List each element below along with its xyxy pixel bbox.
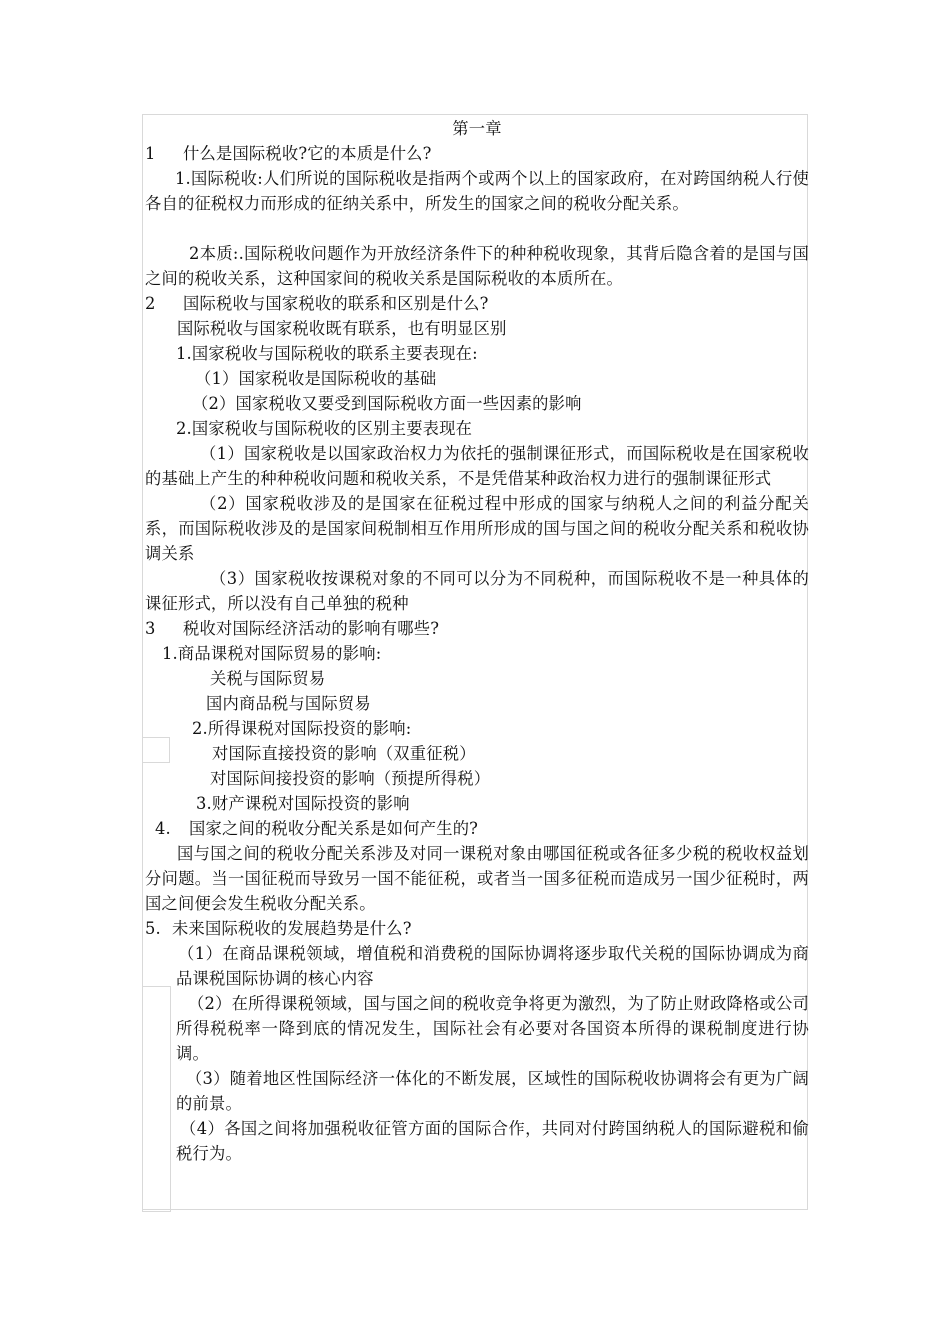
answer-paragraph: （2）国家税收涉及的是国家在征税过程中形成的国家与纳税人之间的利益分配关系，而国际税收涉及的是国家间税制相互作用所形成的国与国之间的税收分配关系和税收协调关系: [145, 494, 809, 563]
answer-line: 2.所得课税对国际投资的影响:: [192, 719, 412, 738]
answer-line: 对国际间接投资的影响（预提所得税）: [210, 769, 491, 788]
question-number: 1: [145, 144, 156, 163]
answer-line: 2.国家税收与国际税收的区别主要表现在: [176, 419, 473, 438]
trend-item: （2）在所得课税领域，国与国之间的税收竞争将更为激烈，为了防止财政降格或公司所得税税率一降到底的情况发生，国际社会有必要对各国资本所得的课税制度进行协调。: [176, 994, 809, 1063]
blank-line: [145, 216, 809, 241]
document-body: [145, 116, 809, 1166]
chapter-title: 第一章: [452, 119, 502, 138]
trend-list: [145, 941, 809, 1166]
question-3: [145, 616, 809, 641]
answer-line: 关税与国际贸易: [210, 669, 326, 688]
answer-line: （2）国家税收又要受到国际税收方面一些因素的影响: [192, 394, 582, 413]
answer-paragraph: 国与国之间的税收分配关系涉及对同一课税对象由哪国征税或各征多少税的税收权益划分问题。当一国征税而导致另一国不能征税，或者当一国多征税而造成另一国少征税时，两国之间便会发生税收分配关系。: [145, 844, 809, 913]
trend-item: （3）随着地区性国际经济一体化的不断发展，区域性的国际税收协调将会有更为广阔的前景。: [176, 1069, 809, 1113]
question-number: 3: [145, 619, 156, 638]
question-4: [145, 816, 809, 841]
answer-paragraph: （3）国家税收按课税对象的不同可以分为不同税种，而国际税收不是一种具体的课征形式，所以没有自己单独的税种: [145, 569, 809, 613]
question-number: 2: [145, 294, 156, 313]
answer-line: 3.财产课税对国际投资的影响: [196, 794, 410, 813]
question-text: 未来国际税收的发展趋势是什么?: [172, 919, 412, 938]
answer-paragraph: 1.国际税收:人们所说的国际税收是指两个或两个以上的国家政府，在对跨国纳税人行使各自的征税权力而形成的征纳关系中，所发生的国家之间的税收分配关系。: [145, 169, 809, 213]
answer-line: 对国际直接投资的影响（双重征税）: [212, 744, 476, 763]
answer-line: （1）国家税收是国际税收的基础: [195, 369, 437, 388]
answer-line: 1.国家税收与国际税收的联系主要表现在:: [176, 344, 478, 363]
answer-line: 1.商品课税对国际贸易的影响:: [162, 644, 382, 663]
question-text: 国际税收与国家税收的联系和区别是什么?: [183, 294, 489, 313]
answer-paragraph: 2本质:.国际税收问题作为开放经济条件下的种种税收现象，其背后隐含着的是国与国之间的税收关系，这种国家间的税收关系是国际税收的本质所在。: [145, 244, 809, 288]
question-number: 5.: [145, 919, 161, 938]
trend-item: （4）各国之间将加强税收征管方面的国际合作，共同对付跨国纳税人的国际避税和偷税行为。: [176, 1119, 809, 1163]
question-text: 税收对国际经济活动的影响有哪些?: [183, 619, 440, 638]
question-number: 4.: [155, 819, 171, 838]
question-5: [145, 916, 809, 941]
question-1: [145, 141, 809, 166]
question-2: [145, 291, 809, 316]
trend-item: （1）在商品课税领域，增值税和消费税的国际协调将逐步取代关税的国际协调成为商品课税国际协调的核心内容: [176, 944, 809, 988]
answer-paragraph: （1）国家税收是以国家政治权力为依托的强制课征形式，而国际税收是在国家税收的基础上产生的种种税收问题和税收关系，不是凭借某种政治权力进行的强制课征形式: [145, 444, 809, 488]
answer-line: 国内商品税与国际贸易: [206, 694, 371, 713]
question-text: 国家之间的税收分配关系是如何产生的?: [189, 819, 479, 838]
question-text: 什么是国际税收?它的本质是什么?: [183, 144, 432, 163]
answer-line: 国际税收与国家税收既有联系，也有明显区别: [177, 319, 507, 338]
